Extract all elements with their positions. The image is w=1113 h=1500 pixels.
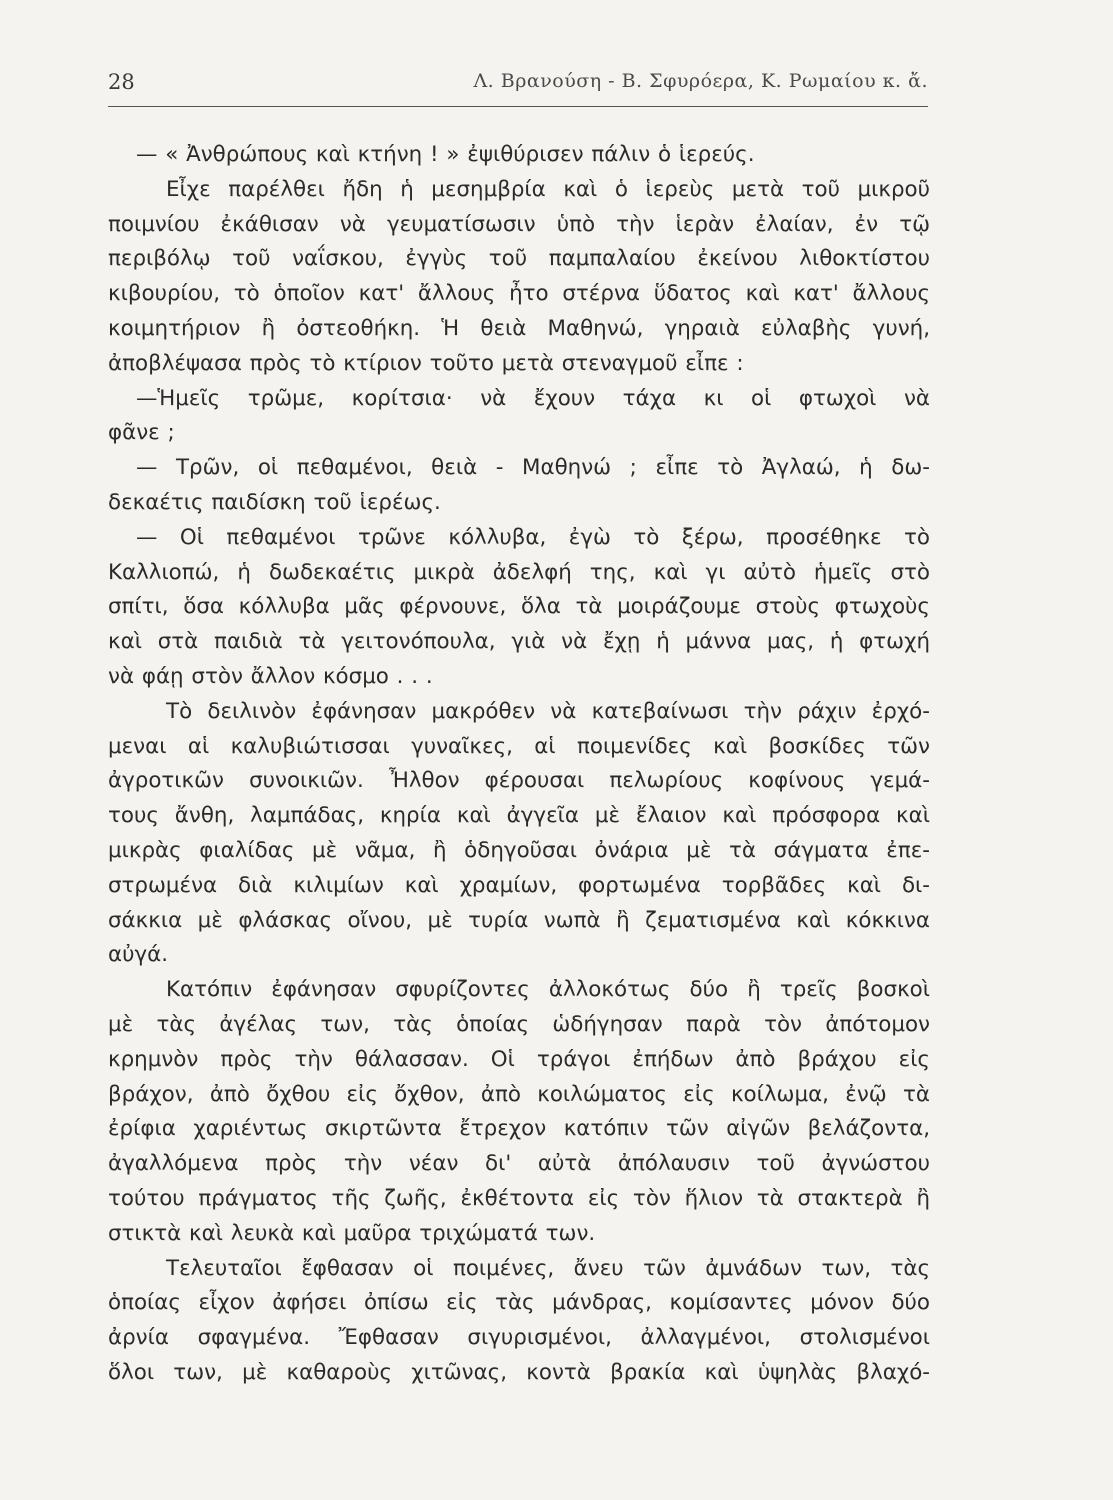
text-line: Εἶχε παρέλθει ἤδη ἡ μεσημβρία καὶ ὁ ἱερεὺς μετὰ τοῦ μικροῦ — [166, 176, 930, 202]
text-line: σπίτι, ὅσα κόλλυβα μᾶς φέρνουνε, ὅλα τὰ μοιράζουμε στοὺς φτωχοὺς — [108, 594, 930, 620]
body-text — [108, 138, 930, 1391]
text-line: βράχον, ἀπὸ ὄχθου εἰς ὄχθον, ἀπὸ κοιλώματος εἰς κοίλωμα, ἐνῷ τὰ — [108, 1081, 930, 1107]
text-line: ἀγαλλόμενα πρὸς τὴν νέαν δι' αὐτὰ ἀπόλαυσιν τοῦ ἀγνώστου — [108, 1151, 930, 1177]
page-header — [108, 70, 928, 106]
text-line: ἀποβλέψασα πρὸς τὸ κτίριον τοῦτο μετὰ στεναγμοῦ εἶπε : — [108, 350, 744, 376]
text-line: δεκαέτις παιδίσκη τοῦ ἱερέως. — [108, 489, 441, 515]
text-line: σάκκια μὲ φλάσκας οἴνου, μὲ τυρία νωπὰ ἢ ζεματισμένα καὶ κόκκινα — [108, 907, 930, 933]
text-line: Τὸ δειλινὸν ἐφάνησαν μακρόθεν νὰ κατεβαίνωσι τὴν ράχιν ἐρχό- — [166, 698, 930, 724]
text-line: μὲ τὰς ἀγέλας των, τὰς ὁποίας ὡδήγησαν παρὰ τὸν ἀπότομον — [108, 1011, 930, 1037]
running-head: Λ. Βρανούση - Β. Σφυρόερα, Κ. Ρωμαίου κ. ἄ. — [473, 70, 928, 92]
text-line: Καλλιοπώ, ἡ δωδεκαέτις μικρὰ ἀδελφή της, καὶ γι αὐτὸ ἡμεῖς στὸ — [108, 559, 930, 585]
text-line: κοιμητήριον ἢ ὀστεοθήκη. Ἡ θειὰ Μαθηνώ, γηραιὰ εὐλαβὴς γυνή, — [108, 315, 930, 341]
text-line: — Οἱ πεθαμένοι τρῶνε κόλλυβα, ἐγὼ τὸ ξέρω, προσέθηκε τὸ — [136, 524, 930, 550]
text-line: ὁποίας εἶχον ἀφήσει ὀπίσω εἰς τὰς μάνδρας, κομίσαντες μόνον δύο — [108, 1290, 930, 1316]
text-line: νὰ φάῃ στὸν ἄλλον κόσμο . . . — [108, 663, 433, 689]
text-line: αὐγά. — [108, 942, 169, 968]
text-line: κιβουρίου, τὸ ὁποῖον κατ' ἄλλους ἦτο στέρνα ὕδατος καὶ κατ' ἄλλους — [108, 281, 930, 307]
text-line: τους ἄνθη, λαμπάδας, κηρία καὶ ἀγγεῖα μὲ ἔλαιον καὶ πρόσφορα καὶ — [108, 803, 930, 829]
text-line: —Ἡμεῖς τρῶμε, κορίτσια· νὰ ἔχουν τάχα κι οἱ φτωχοὶ νὰ — [136, 385, 930, 411]
text-line: φᾶνε ; — [108, 420, 175, 446]
text-line: ἀρνία σφαγμένα. Ἔφθασαν σιγυρισμένοι, ἀλλαγμένοι, στολισμένοι — [108, 1325, 930, 1351]
text-line: μεναι αἱ καλυβιώτισσαι γυναῖκες, αἱ ποιμενίδες καὶ βοσκίδες τῶν — [108, 733, 930, 759]
page-number: 28 — [108, 70, 135, 94]
text-line: — « Ἀνθρώπους καὶ κτήνη ! » ἐψιθύρισεν πάλιν ὁ ἱερεύς. — [136, 142, 755, 167]
text-line: Κατόπιν ἐφάνησαν σφυρίζοντες ἀλλοκότως δύο ἢ τρεῖς βοσκοὶ — [166, 977, 930, 1003]
text-line: περιβόλῳ τοῦ ναΐσκου, ἐγγὺς τοῦ παμπαλαίου ἐκείνου λιθοκτίστου — [108, 246, 930, 272]
text-line: ποιμνίου ἐκάθισαν νὰ γευματίσωσιν ὑπὸ τὴν ἱερὰν ἐλαίαν, ἐν τῷ — [108, 211, 930, 237]
header-rule — [108, 106, 928, 107]
text-line: στρωμένα διὰ κιλιμίων καὶ χραμίων, φορτωμένα τορβᾶδες καὶ δι- — [108, 872, 930, 898]
text-line: ὅλοι των, μὲ καθαροὺς χιτῶνας, κοντὰ βρακία καὶ ὑψηλὰς βλαχό- — [108, 1359, 930, 1385]
text-line: — Τρῶν, οἱ πεθαμένοι, θειὰ - Μαθηνώ ; εἶπε τὸ Ἀγλαώ, ἡ δω- — [136, 455, 930, 481]
text-line: τούτου πράγματος τῆς ζωῆς, ἐκθέτοντα εἰς τὸν ἥλιον τὰ στακτερὰ ἢ — [108, 1185, 930, 1211]
text-line: κρημνὸν πρὸς τὴν θάλασσαν. Οἱ τράγοι ἐπήδων ἀπὸ βράχου εἰς — [108, 1046, 930, 1072]
text-line: καὶ στὰ παιδιὰ τὰ γειτονόπουλα, γιὰ νὰ ἔχῃ ἡ μάννα μας, ἡ φτωχή — [108, 629, 930, 655]
text-line: μικρὰς φιαλίδας μὲ νᾶμα, ἢ ὁδηγοῦσαι ὀνάρια μὲ τὰ σάγματα ἐπε- — [108, 837, 930, 863]
text-line: ἐρίφια χαριέντως σκιρτῶντα ἔτρεχον κατόπιν τῶν αἰγῶν βελάζοντα, — [108, 1116, 930, 1142]
text-line: Τελευταῖοι ἔφθασαν οἱ ποιμένες, ἄνευ τῶν ἀμνάδων των, τὰς — [166, 1255, 930, 1281]
text-line: στικτὰ καὶ λευκὰ καὶ μαῦρα τριχώματά των. — [108, 1220, 596, 1246]
text-line: ἀγροτικῶν συνοικιῶν. Ἦλθον φέρουσαι πελωρίους κοφίνους γεμά- — [108, 768, 930, 794]
